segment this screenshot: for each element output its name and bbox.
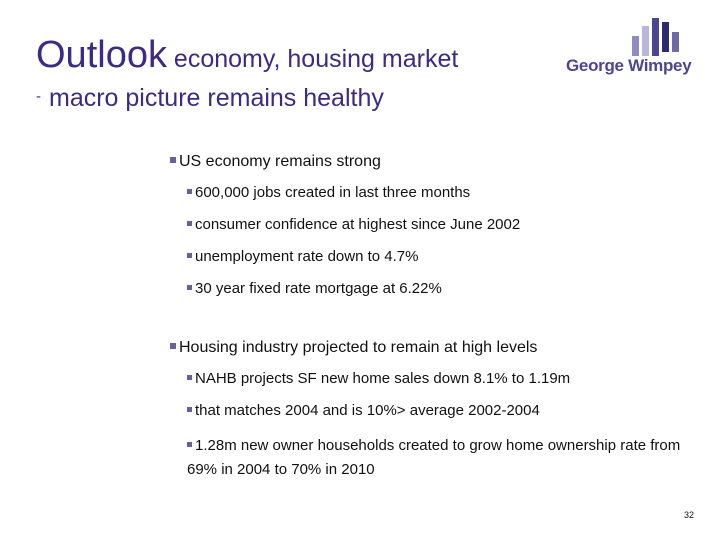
company-logo bbox=[566, 18, 696, 75]
section-heading-text: US economy remains strong bbox=[179, 153, 381, 170]
sub-bullet bbox=[187, 402, 690, 420]
section-heading bbox=[170, 338, 690, 358]
sub-bullet-text: 30 year fixed rate mortgage at 6.22% bbox=[195, 280, 442, 297]
sub-bullet-text: consumer confidence at highest since June 2002 bbox=[195, 216, 521, 233]
section-heading-text: Housing industry projected to remain at high levels bbox=[179, 339, 538, 356]
sub-bullet-text: that matches 2004 and is 10%> average 2002-2004 bbox=[195, 402, 540, 419]
title-rest: economy, housing market bbox=[166, 45, 459, 73]
sub-bullet bbox=[187, 434, 690, 482]
square-bullet-icon bbox=[187, 407, 192, 412]
square-bullet-icon bbox=[170, 157, 176, 163]
square-bullet-icon bbox=[187, 375, 192, 380]
sub-bullet-text: 1.28m new owner households created to grow home ownership rate from 69% in 2004 to 70% in 2010 bbox=[187, 437, 681, 478]
square-bullet-icon bbox=[187, 442, 192, 447]
subtitle-text: macro picture remains healthy bbox=[49, 84, 384, 112]
logo-text: George Wimpey bbox=[566, 56, 692, 75]
slide-subtitle bbox=[36, 84, 384, 113]
square-bullet-icon bbox=[170, 343, 176, 349]
sub-bullet-text: 600,000 jobs created in last three months bbox=[195, 184, 471, 201]
sub-bullet bbox=[187, 280, 690, 298]
square-bullet-icon bbox=[187, 285, 192, 290]
section-heading bbox=[170, 152, 690, 172]
sub-bullet bbox=[187, 216, 690, 234]
sub-bullet-text: unemployment rate down to 4.7% bbox=[195, 248, 419, 265]
title-main: Outlook bbox=[36, 34, 167, 76]
square-bullet-icon bbox=[187, 221, 192, 226]
page-number: 32 bbox=[683, 510, 694, 520]
sub-bullet bbox=[187, 370, 690, 388]
sub-bullet bbox=[187, 184, 690, 202]
square-bullet-icon bbox=[187, 253, 192, 258]
subtitle-dash: - bbox=[36, 88, 41, 105]
square-bullet-icon bbox=[187, 189, 192, 194]
bullet-list bbox=[170, 152, 690, 488]
sub-bullet-text: NAHB projects SF new home sales down 8.1% to 1.19m bbox=[195, 370, 571, 387]
slide-title bbox=[36, 34, 458, 77]
sub-bullet bbox=[187, 248, 690, 266]
logo-bars-icon bbox=[620, 18, 682, 56]
